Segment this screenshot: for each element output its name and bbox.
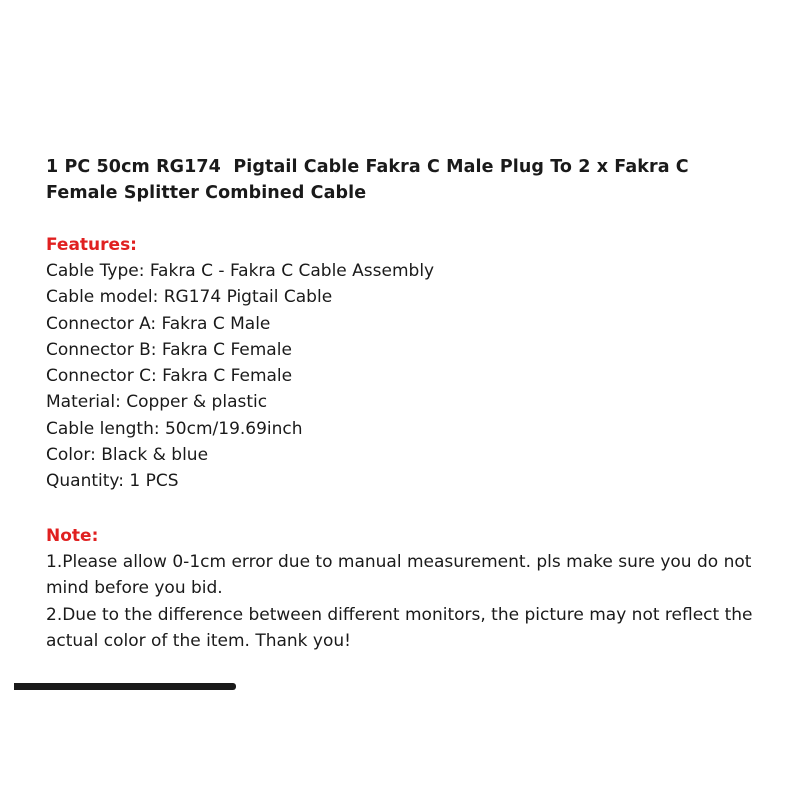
feature-connector-a: Connector A: Fakra C Male	[46, 313, 271, 334]
features-list	[46, 258, 434, 495]
features-heading: Features:	[46, 235, 137, 255]
feature-cable-model: Cable model: RG174 Pigtail Cable	[46, 287, 333, 308]
note-item-monitor-color: 2.Due to the difference between different monitors, the picture may not reflect the actual color of the item. Thank you!	[46, 604, 753, 651]
feature-connector-c: Connector C: Fakra C Female	[46, 366, 293, 387]
feature-cable-type: Cable Type: Fakra C - Fakra C Cable Assembly	[46, 261, 435, 281]
note-item-measurement: 1.Please allow 0-1cm error due to manual measurement. pls make sure you do not mind before you bid.	[46, 552, 752, 599]
feature-connector-b: Connector B: Fakra C Female	[46, 339, 292, 360]
feature-color: Color: Black & blue	[46, 445, 209, 466]
note-heading: Note:	[46, 526, 99, 546]
product-title: 1 PC 50cm RG174 Pigtail Cable Fakra C Male Plug To 2 x Fakra C Female Splitter Combined Cable	[46, 157, 695, 203]
feature-quantity: Quantity: 1 PCS	[46, 471, 179, 492]
feature-cable-length: Cable length: 50cm/19.69inch	[46, 418, 303, 439]
feature-material: Material: Copper & plastic	[46, 392, 268, 413]
note-list	[46, 549, 766, 654]
divider-bar	[14, 683, 236, 690]
